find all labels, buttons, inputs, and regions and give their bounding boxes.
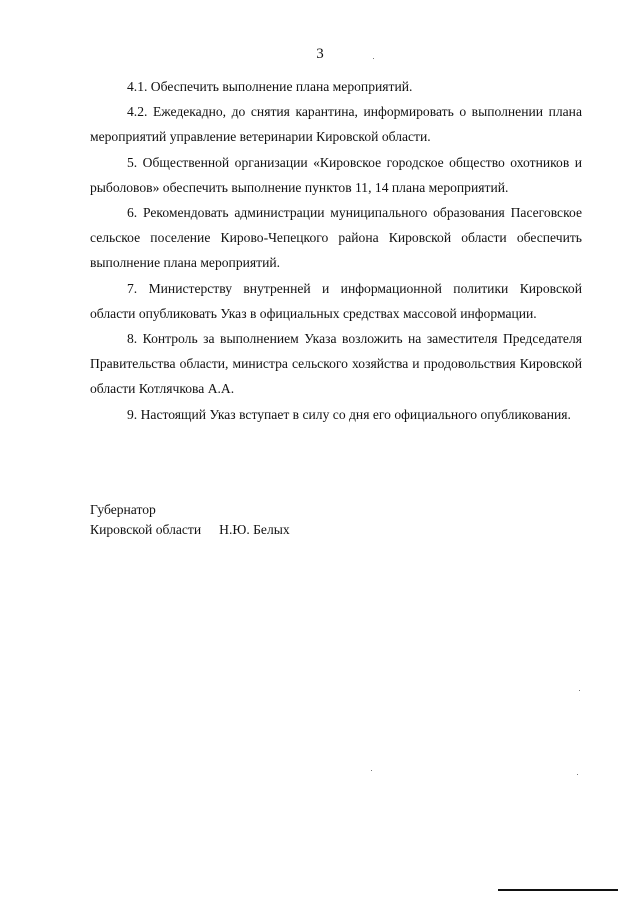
- paragraph-4-2: 4.2. Ежедекадно, до снятия карантина, информировать о выполнении плана мероприятий управление ветеринарии Кировской области.: [90, 104, 582, 145]
- signature-block: [90, 500, 290, 540]
- paragraph-8: 8. Контроль за выполнением Указа возложить на заместителя Председателя Правительства области, министра сельского хозяйства и продовольствия Кировской области Котлячкова А.А.: [90, 331, 582, 397]
- paragraph-5: 5. Общественной организации «Кировское городское общество охотников и рыболовов» обеспечить выполнение пунктов 11, 14 плана мероприятий.: [90, 154, 582, 195]
- paragraph-6: 6. Рекомендовать администрации муниципального образования Пасеговское сельское поселение Кирово-Чепецкого района Кировской области обеспечить выполнение плана мероприятий.: [90, 205, 582, 271]
- signatory-title-line2: Кировской области: [90, 522, 202, 537]
- page-number: 3: [316, 46, 324, 62]
- signatory-title-line1: Губернатор: [90, 502, 156, 517]
- scan-speck: [371, 770, 372, 771]
- signatory-name: Н.Ю. Белых: [219, 522, 290, 537]
- paragraph-7: 7. Министерству внутренней и информационной политики Кировской области опубликовать Указ в официальных средствах массовой информации.: [90, 280, 582, 321]
- scan-speck: [577, 774, 578, 775]
- paragraph-9: 9. Настоящий Указ вступает в силу со дня его официального опубликования.: [127, 406, 571, 422]
- scan-speck: [579, 690, 580, 691]
- document-body: [90, 74, 582, 427]
- scan-speck: [373, 58, 374, 59]
- signatory-title-line2-row: [90, 520, 290, 540]
- paragraph-4-1: 4.1. Обеспечить выполнение плана мероприятий.: [127, 79, 413, 94]
- footer-rule: [498, 889, 618, 891]
